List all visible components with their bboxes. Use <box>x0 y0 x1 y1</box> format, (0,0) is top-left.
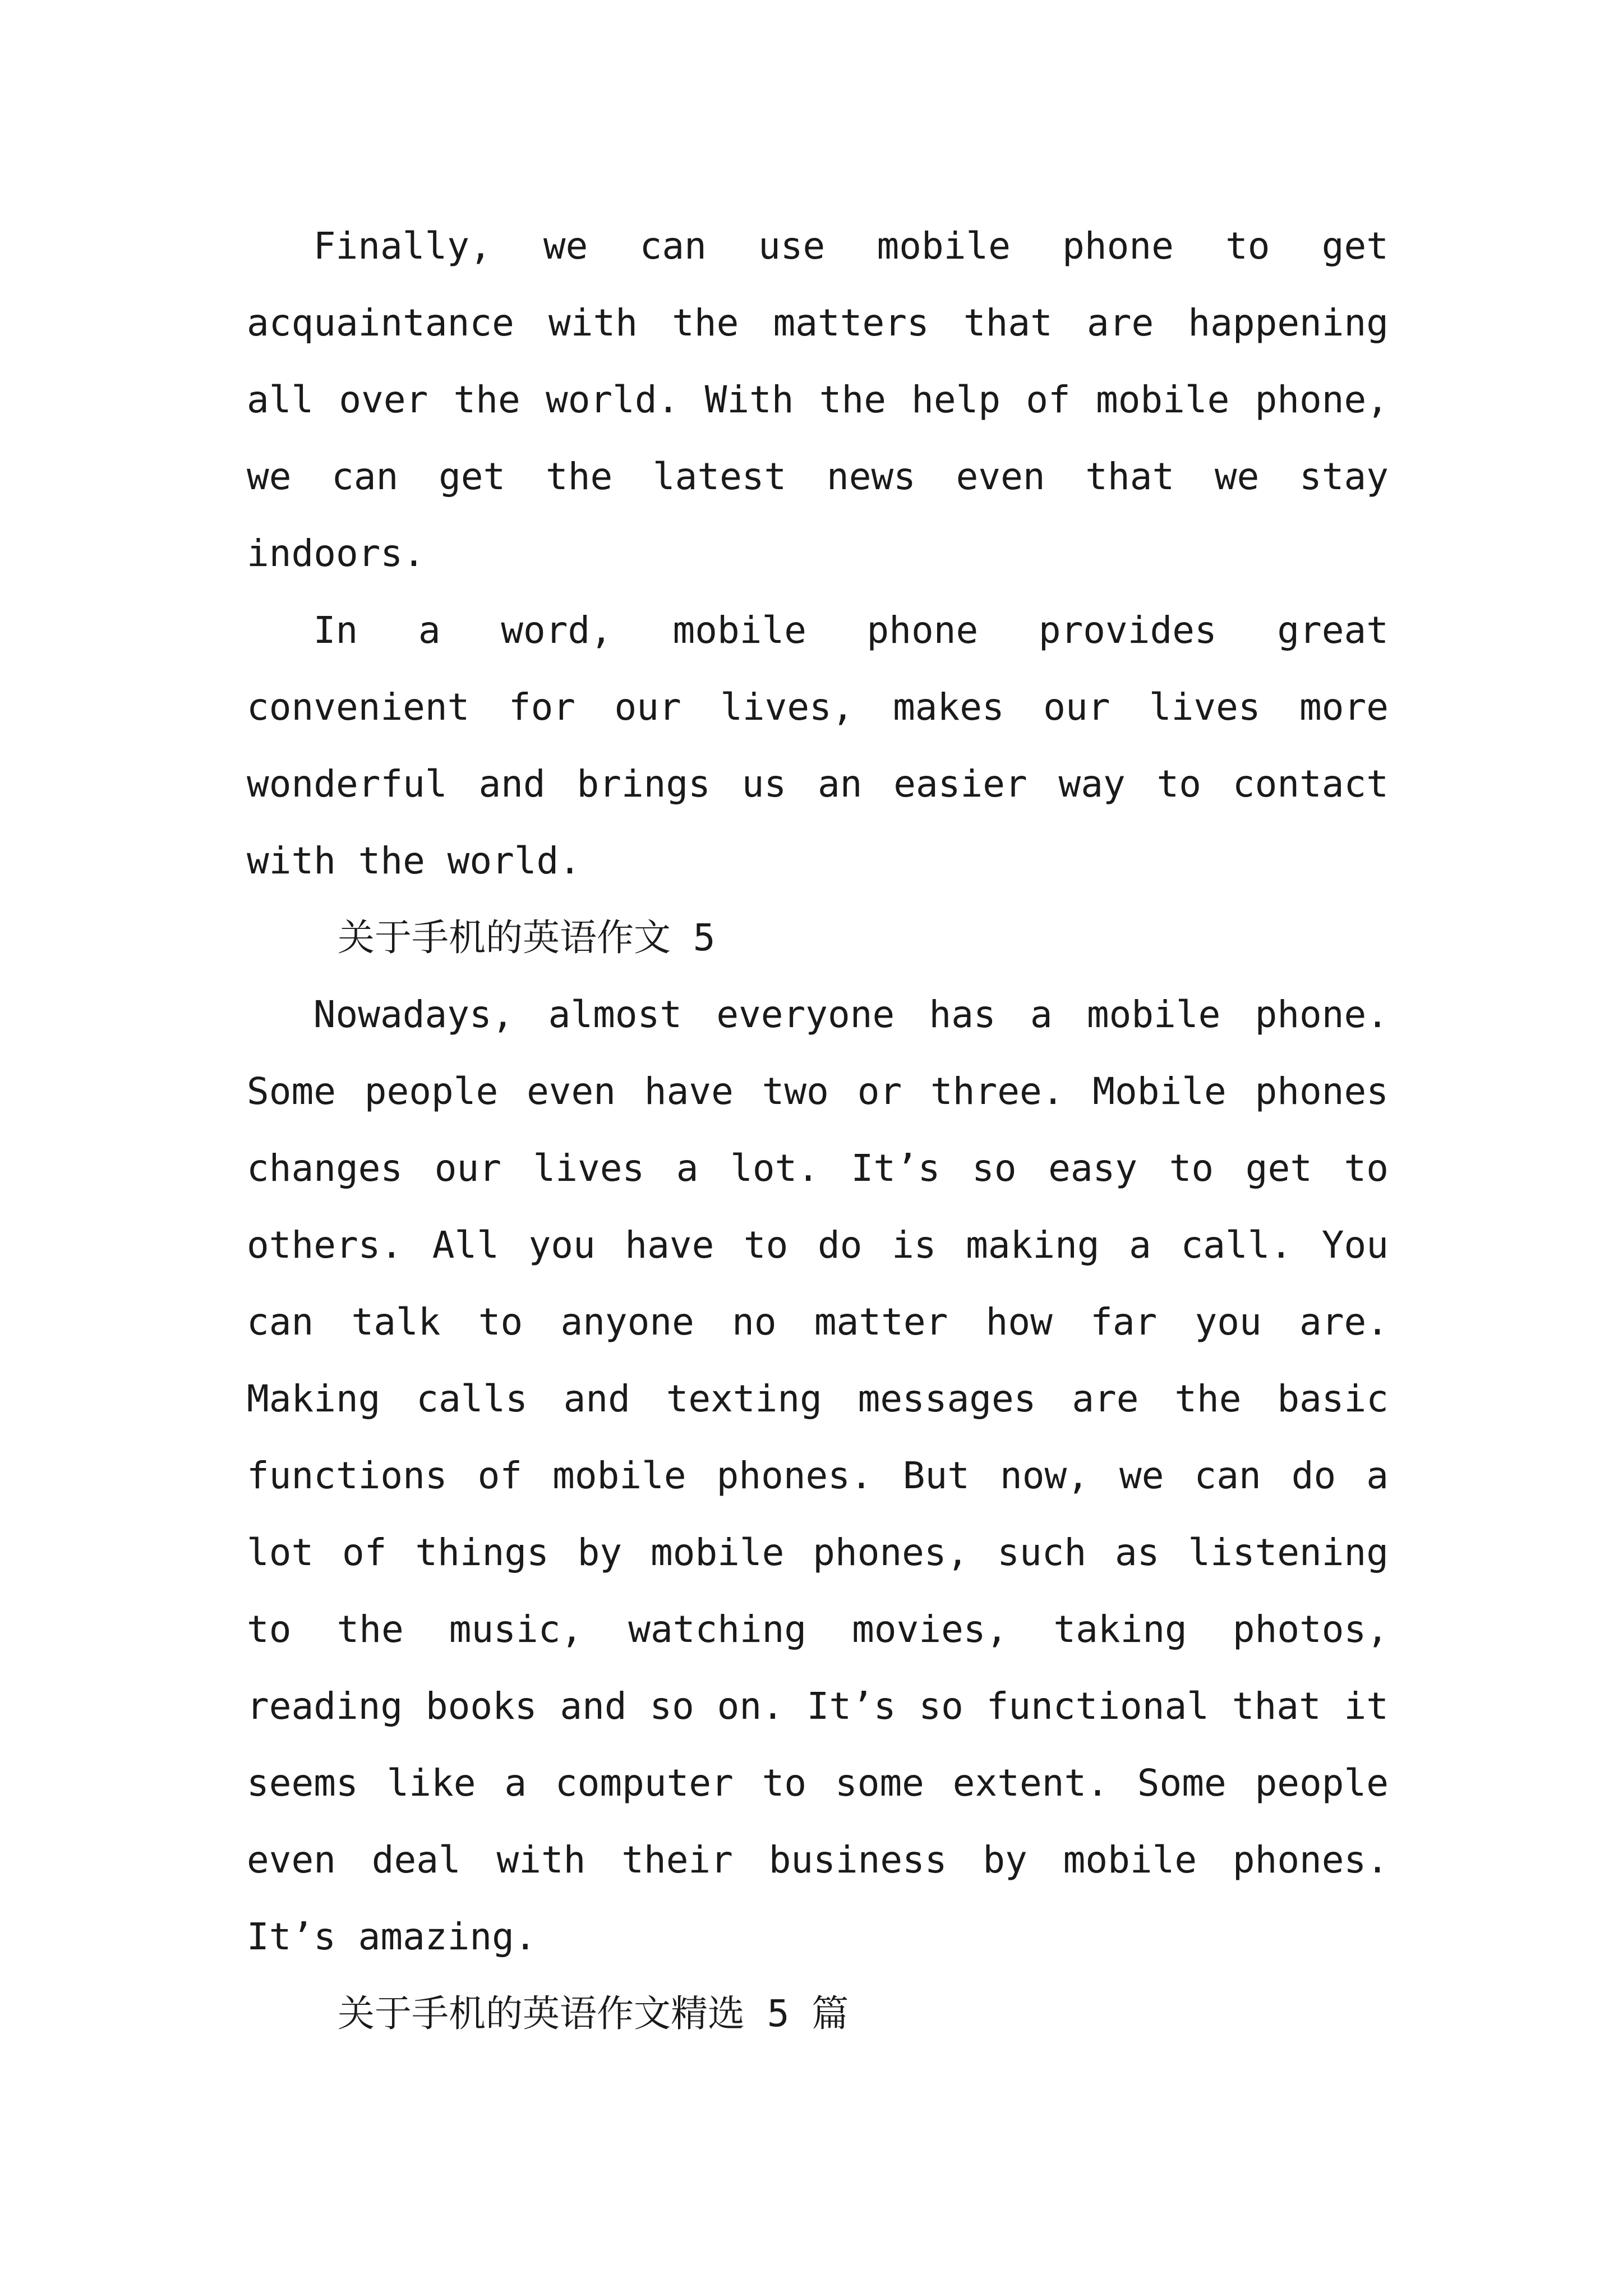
document-page <box>247 208 1389 2052</box>
section-heading: 关于手机的英语作文 5 <box>338 916 716 959</box>
paragraph-in-a-word: In a word, mobile phone provides great convenient for our lives, makes our lives more wonderful and brings us an easier way to contact with the world. <box>247 609 1389 882</box>
paragraph-finally: Finally, we can use mobile phone to get acquaintance with the matters that are happening all over the world. With the help of mobile phone, we can get the latest news even that we stay indoors. <box>247 224 1389 575</box>
document-title-footer: 关于手机的英语作文精选 5 篇 <box>338 1992 849 2035</box>
paragraph-nowadays: Nowadays, almost everyone has a mobile phone. Some people even have two or three. Mobile phones changes our lives a lot. It’s so easy to get to others. All you have to do is making a call. You can talk to anyone no matter how far you are. Making calls and texting messages are the basic functions of mobile phones. But now, we can do a lot of things by mobile phones, such as listening to the music, watching movies, taking photos, reading books and so on. It’s so functional that it seems like a computer to some extent. Some people even deal with their business by mobile phones. It’s amazing. <box>247 993 1389 1958</box>
